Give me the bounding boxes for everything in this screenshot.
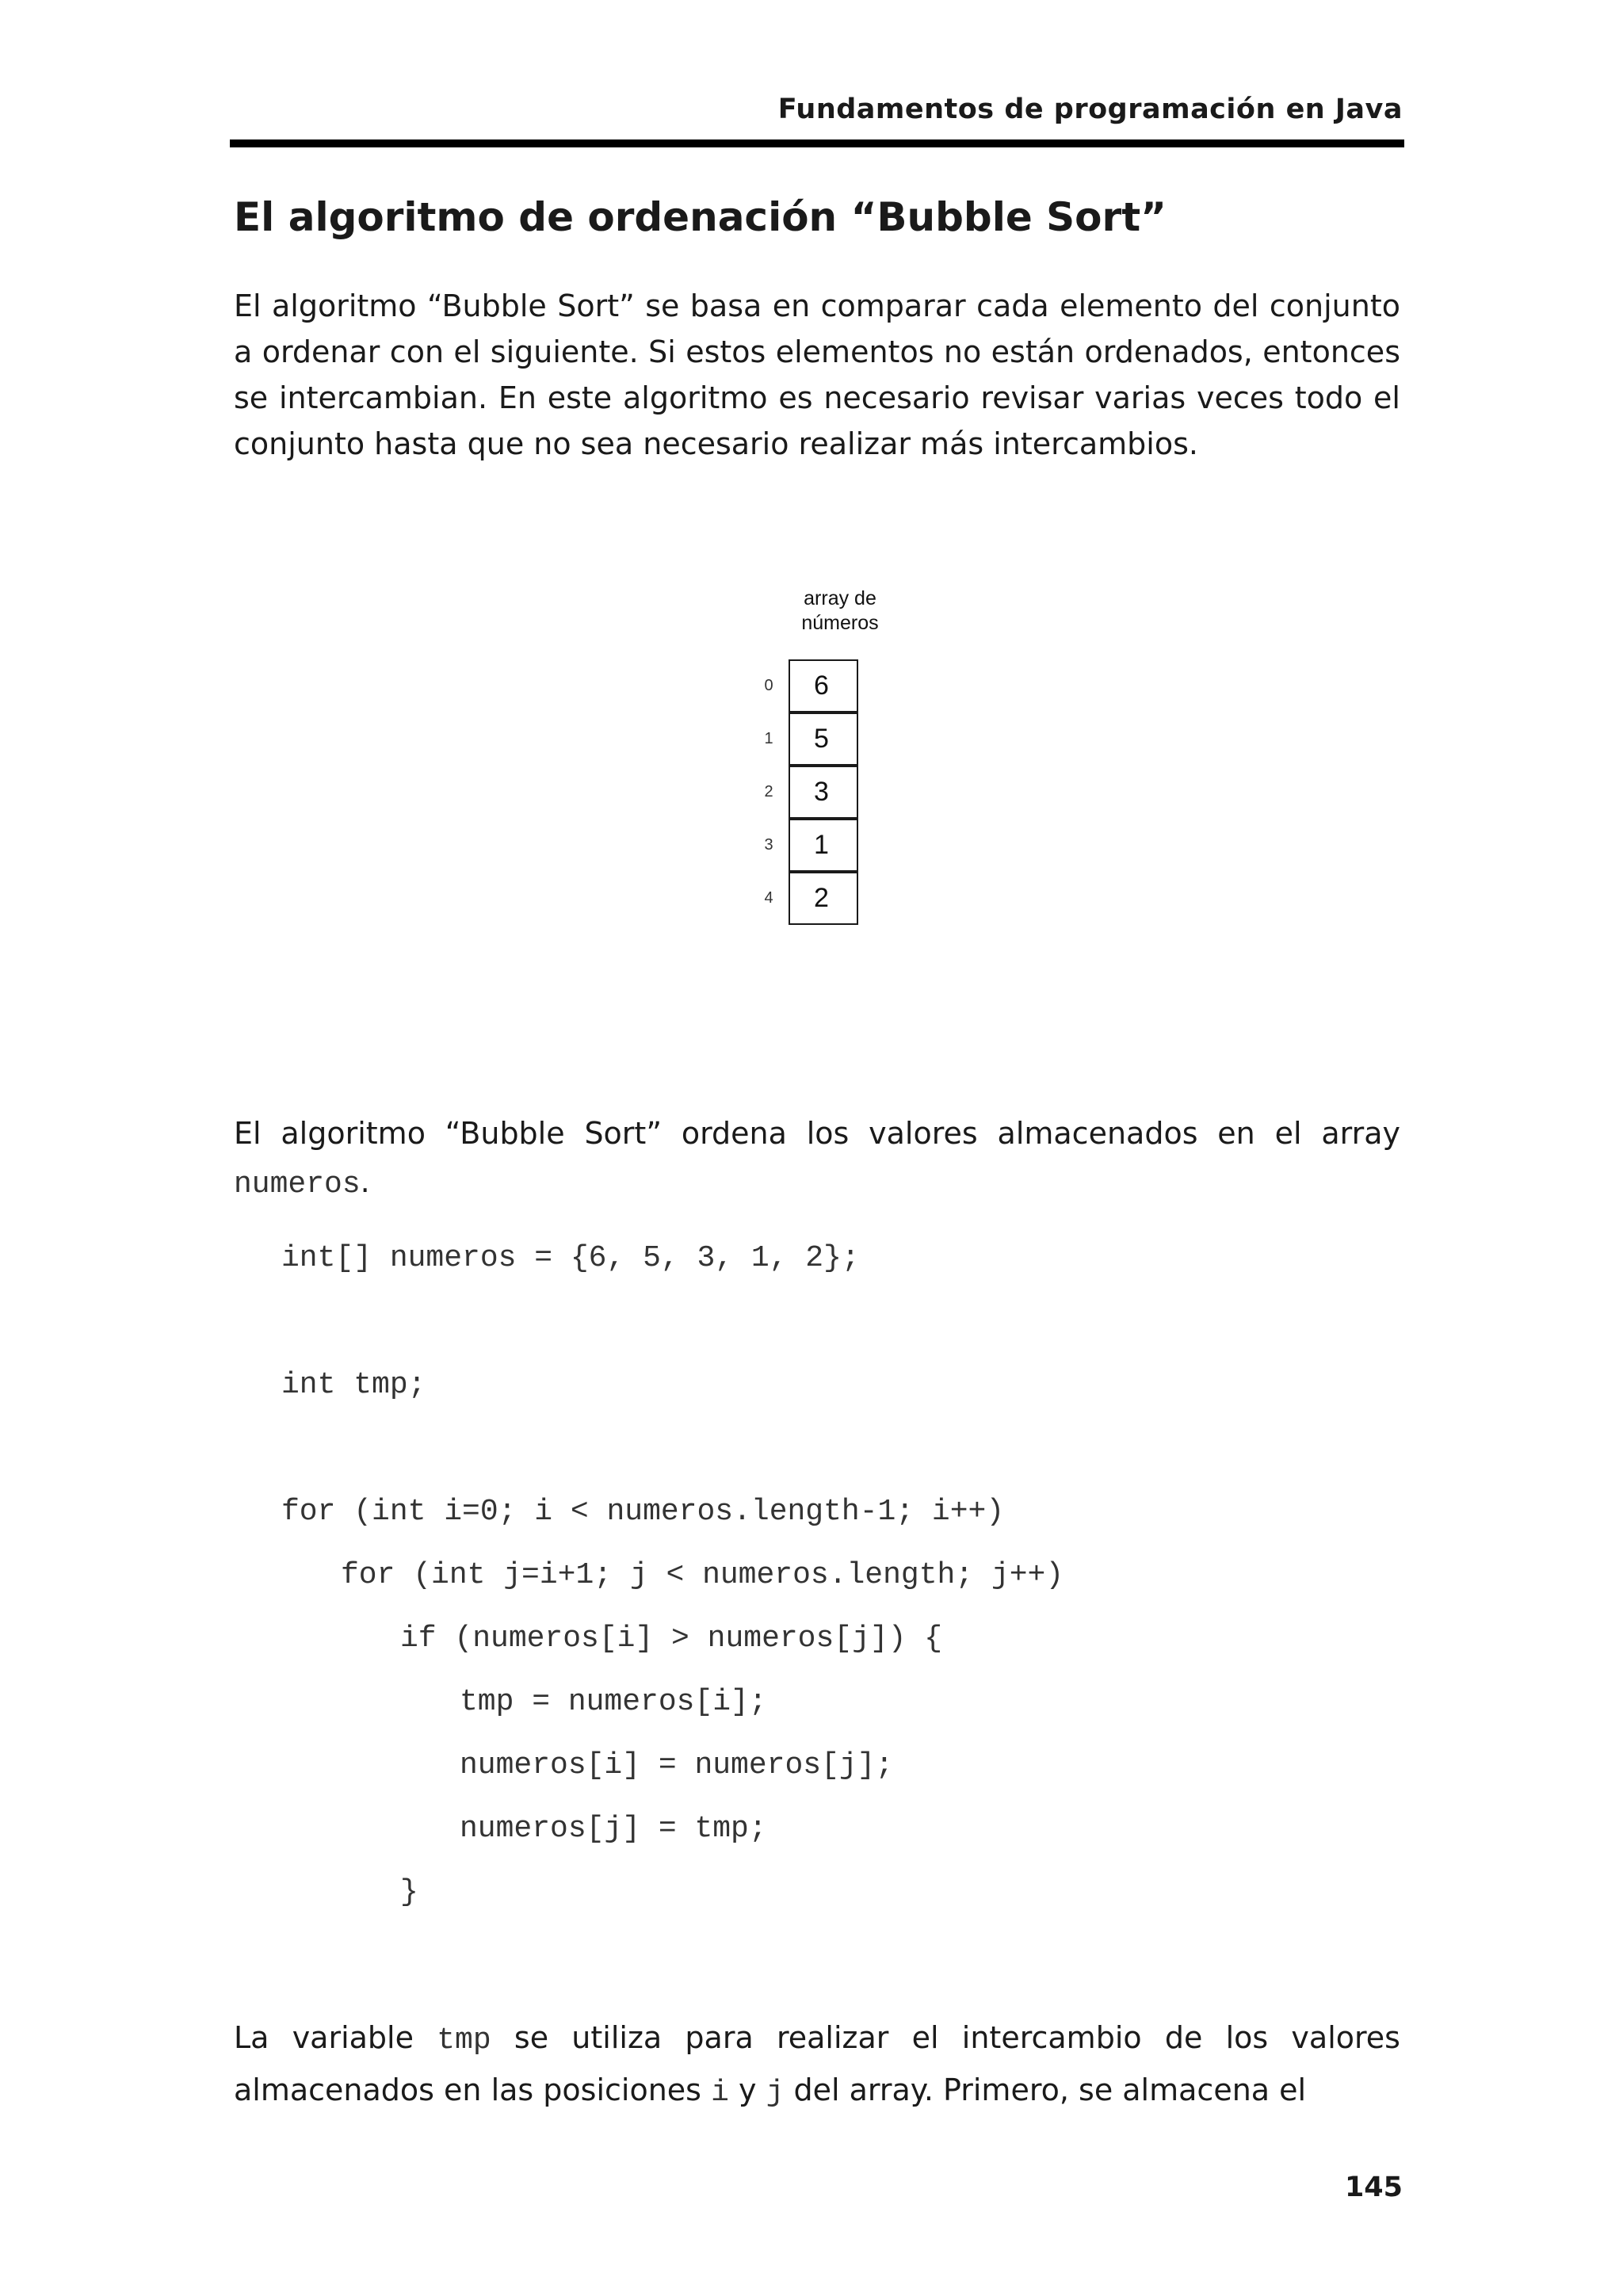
array-cell: 2 <box>789 872 858 925</box>
array-label <box>777 586 903 636</box>
array-diagram <box>713 586 951 935</box>
inline-code-i: i <box>711 2076 729 2110</box>
sorts-text: El algoritmo “Bubble Sort” ordena los valores almacenados en el array <box>234 1116 1400 1151</box>
array-index: 3 <box>764 836 773 854</box>
code-line: for (int i=0; i < numeros.length-1; i++) <box>281 1495 1005 1529</box>
array-cell: 6 <box>789 659 858 712</box>
page-number: 145 <box>1344 2172 1403 2203</box>
code-line: int tmp; <box>281 1368 426 1402</box>
intro-paragraph: El algoritmo “Bubble Sort” se basa en comparar cada elemento del conjunto a ordenar con el siguiente. Si estos elementos no están ordenados, entonces se intercambian. En este algoritmo es necesario revisar varias veces todo el conjunto hasta que no sea necesario realizar más intercambios. <box>234 288 1400 461</box>
code-line: numeros[j] = tmp; <box>460 1812 767 1846</box>
array-index: 1 <box>764 730 773 747</box>
tmp-paragraph <box>234 2013 1400 2118</box>
code-line: if (numeros[i] > numeros[j]) { <box>400 1622 943 1656</box>
header-rule <box>230 139 1404 147</box>
array-index: 4 <box>764 889 773 907</box>
code-line: int[] numeros = {6, 5, 3, 1, 2}; <box>281 1241 860 1275</box>
array-index: 0 <box>764 677 773 694</box>
inline-code-j: j <box>766 2076 785 2110</box>
inline-code-numeros: numeros <box>234 1167 361 1201</box>
code-line: tmp = numeros[i]; <box>460 1685 767 1719</box>
array-cell: 3 <box>789 766 858 819</box>
code-line: } <box>400 1875 418 1909</box>
tmp-text-3: del array. Primero, se almacena el <box>793 2073 1307 2107</box>
array-label-line1: array de <box>804 587 876 609</box>
sorts-paragraph <box>234 1110 1400 1209</box>
sorts-end: . <box>360 1164 370 1199</box>
section-title: El algoritmo de ordenación “Bubble Sort” <box>234 194 1167 240</box>
array-label-line2: números <box>801 612 879 634</box>
array-cell: 5 <box>789 712 858 766</box>
tmp-text-2: se utiliza para realizar el intercambio de los valores almacenados en las posiciones <box>234 2020 1400 2107</box>
code-line: numeros[i] = numeros[j]; <box>460 1748 894 1782</box>
tmp-text-1: La variable <box>234 2020 414 2055</box>
code-line: for (int j=i+1; j < numeros.length; j++) <box>341 1558 1064 1592</box>
running-header: Fundamentos de programación en Java <box>777 94 1403 125</box>
inline-code-tmp: tmp <box>437 2023 491 2057</box>
array-index: 2 <box>764 783 773 800</box>
tmp-text-y: y <box>738 2073 757 2107</box>
array-cell: 1 <box>789 819 858 872</box>
